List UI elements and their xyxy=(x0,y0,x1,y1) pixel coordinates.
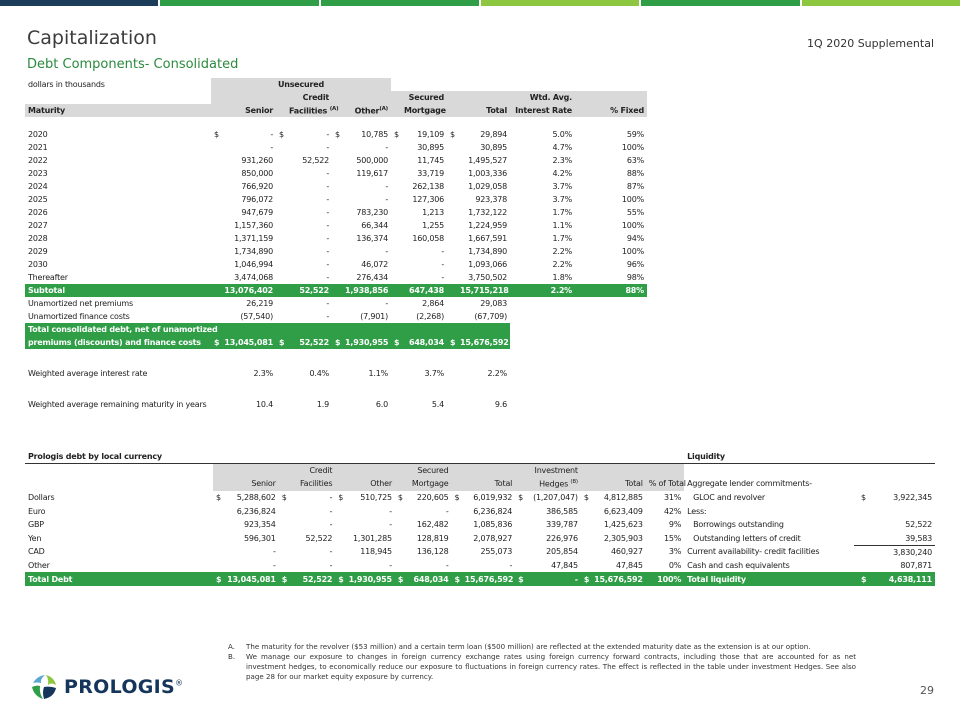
mortgage-header: Mortgage xyxy=(401,104,447,117)
bar-segment xyxy=(641,0,799,6)
liquidity-label: GLOC and revolver xyxy=(693,493,765,503)
subtotal-row: Subtotal 13,076,402 52,522 1,938,856 647,438 15,715,218 2.2% 88% xyxy=(25,284,647,297)
weighted-rate-row: Weighted average interest rate 2.3% 0.4% 1.1% 3.7% 2.2% xyxy=(28,369,507,378)
wtd-header: Wtd. Avg. xyxy=(510,91,575,104)
maturity-row: 2025 796,072 - - 127,306 923,378 3.7% 100% xyxy=(28,195,644,204)
weighted-maturity-row: Weighted average remaining maturity in years 10.4 1.9 6.0 5.4 9.6 xyxy=(28,400,507,409)
currency-row: Yen 596,301 52,522 1,301,285 128,819 2,078,927 226,976 2,305,903 15% Outstanding letters of credit 39,583 xyxy=(25,532,935,546)
globe-icon xyxy=(30,673,58,701)
liquidity-value: 52,522 xyxy=(905,520,932,530)
report-label: 1Q 2020 Supplemental xyxy=(807,37,934,50)
units-row xyxy=(25,78,647,91)
liquidity-label: Borrowings outstanding xyxy=(693,520,784,530)
premiums-row: Unamortized net premiums 26,219 - - 2,864 29,083 xyxy=(25,297,647,310)
bar-segment xyxy=(160,0,318,6)
top-color-bar xyxy=(0,0,960,6)
credit-header-2: Facilities $^{(A)}$ xyxy=(286,104,332,117)
liquidity-label: Cash and cash equivalents xyxy=(687,561,790,571)
maturity-row: 2021 - - - 30,895 30,895 4.7% 100% xyxy=(28,143,644,152)
maturity-row: 2022 931,260 52,522 500,000 11,745 1,495,527 2.3% 63% xyxy=(28,156,644,165)
currency-header-row-1: Credit Secured Investment xyxy=(25,464,935,478)
currency-table-title: Prologis debt by local currency xyxy=(25,450,646,464)
footnote-a: A. The maturity for the revolver ($53 million) and a certain term loan ($500 million) are reflected at the extended maturity date as the extension is at our option. xyxy=(228,642,811,651)
maturity-header: Maturity xyxy=(25,104,211,117)
currency-header-row-2: Senior Facilities Other Mortgage Total Hedges $^{(B)}$ Total % of Total Aggregate lender commitments- xyxy=(25,477,935,491)
header-row-2 xyxy=(25,104,647,117)
total-liquidity-label: Total liquidity xyxy=(684,572,854,586)
liquidity-label: Less: xyxy=(687,506,707,516)
finance-costs-row: Unamortized finance costs (57,540) - (7,901) (2,268) (67,709) xyxy=(25,310,647,323)
liquidity-label: Current availability- credit facilities xyxy=(687,547,820,557)
bar-segment xyxy=(0,0,158,6)
total-consolidated-row-1: Total consolidated debt, net of unamortized xyxy=(25,323,647,336)
maturity-row: 2028 1,371,159 - 136,374 160,058 1,667,591 1.7% 94% xyxy=(28,234,644,243)
page-subtitle: Debt Components- Consolidated xyxy=(27,57,239,72)
logo-wordmark: PROLOGIS® xyxy=(64,676,184,698)
other-header: Other$^{(A)}$ xyxy=(342,104,391,117)
debt-maturity-table xyxy=(25,78,647,411)
secured-header: Secured xyxy=(401,91,447,104)
units-label: dollars in thousands xyxy=(28,80,105,89)
maturity-row: 2024 766,920 - - 262,138 1,029,058 3.7% 87% xyxy=(28,182,644,191)
page-title: Capitalization xyxy=(27,27,157,49)
liquidity-label: Outstanding letters of credit xyxy=(693,533,801,543)
senior-header: Senior xyxy=(221,104,276,117)
currency-liquidity-table xyxy=(25,450,935,586)
maturity-row: 2029 1,734,890 - - - 1,734,890 2.2% 100% xyxy=(28,247,644,256)
liquidity-value: 39,583 xyxy=(854,532,935,546)
total-header: Total xyxy=(457,104,510,117)
liquidity-value: 3,830,240 xyxy=(893,547,932,557)
maturity-row: 2026 947,679 - 783,230 1,213 1,732,122 1.7% 55% xyxy=(28,208,644,217)
maturity-row: 2020 $ - $ - $ 10,785 $ 19,109 $ 29,894 5.0% 59% xyxy=(28,130,644,139)
footnotes xyxy=(228,642,856,682)
prologis-logo xyxy=(30,672,183,702)
currency-row: Other - - - - - 47,845 47,845 0% Cash and cash equivalents 807,871 xyxy=(25,559,935,573)
total-consolidated-row-2: premiums (discounts) and finance costs $ 13,045,081 $ 52,522 $ 1,930,955 $ 648,034 $ 15,676,592 xyxy=(25,336,647,349)
footnote-b: B. We manage our exposure to changes in foreign currency exchange rates using foreign currency forward contracts, including those that are accounted for as net investment hedges, to economically reduce our exposure to fluctuations in foreign currency rates. The effect is reflected in the table under investment Hedges. See also page 28 for our market equity exposure by currency. xyxy=(228,652,856,681)
page-number: 29 xyxy=(920,684,934,697)
maturity-row: Thereafter 3,474,068 - 276,434 - 3,750,502 1.8% 98% xyxy=(28,273,644,282)
maturity-row: 2023 850,000 - 119,617 33,719 1,003,336 4.2% 88% xyxy=(28,169,644,178)
unsecured-group-header: Unsecured xyxy=(211,78,391,91)
fixed-header: % Fixed xyxy=(575,104,647,117)
maturity-row: 2030 1,046,994 - 46,072 - 1,093,066 2.2% 96% xyxy=(28,260,644,269)
liquidity-title: Liquidity xyxy=(684,450,854,464)
total-debt-row: Total Debt $ 13,045,081 $ 52,522 $ 1,930,955 $ 648,034 $ 15,676,592 $ - $ 15,676,592 100% Total liquidity $ 4,638,111 xyxy=(25,572,935,586)
header-row-1 xyxy=(25,91,647,104)
maturity-row: 2027 1,157,360 - 66,344 1,255 1,224,959 1.1% 100% xyxy=(28,221,644,230)
interest-rate-header: Interest Rate xyxy=(510,104,575,117)
liquidity-value: 807,871 xyxy=(900,561,932,571)
currency-row: GBP 923,354 - - 162,482 1,085,836 339,787 1,425,623 9% Borrowings outstanding 52,522 xyxy=(25,518,935,532)
liquidity-value xyxy=(854,504,935,518)
liquidity-value: $ 3,922,345 xyxy=(860,493,932,503)
credit-header: Credit xyxy=(286,91,332,104)
currency-row: Euro 6,236,824 - - - 6,236,824 386,585 6,623,409 42% Less: xyxy=(25,504,935,518)
liquidity-row-0: Aggregate lender commitments- xyxy=(684,477,854,491)
currency-title-row xyxy=(25,450,935,464)
bar-segment xyxy=(481,0,639,6)
currency-row: Dollars $ 5,288,602 $ - $ 510,725 $ 220,605 $ 6,019,932 $ (1,207,047) $ 4,812,885 31% GLOC and revolver $ 3,922,345 xyxy=(25,491,935,505)
currency-row: CAD - - 118,945 136,128 255,073 205,854 460,927 3% Current availability- credit facilities 3,830,240 xyxy=(25,545,935,559)
bar-segment xyxy=(321,0,479,6)
bar-segment xyxy=(802,0,960,6)
